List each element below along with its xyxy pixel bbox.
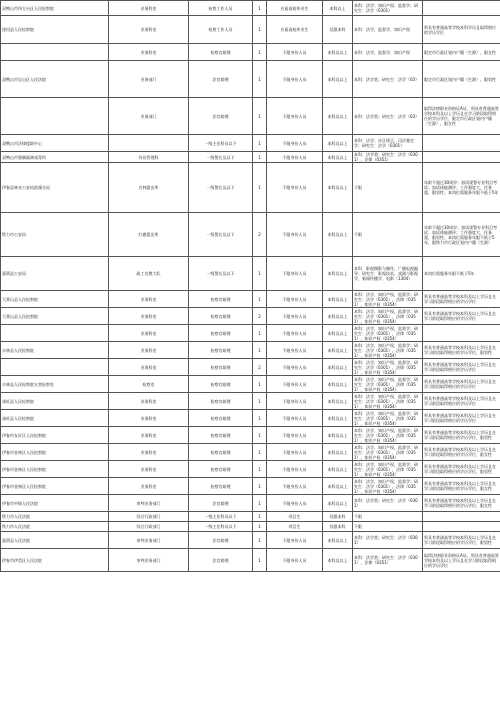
- cell-post: 检察官助理: [189, 376, 253, 393]
- cell-unit: 双鸭山市法律援助中心: [1, 135, 109, 152]
- table-row: [1, 308, 500, 325]
- cell-unit: 伊春市友好区人民检察院: [1, 427, 109, 444]
- table-row: [1, 98, 500, 135]
- cell-num: 1: [253, 1, 267, 16]
- cell-major: 本科：法学，知识产权，监督学；研究生：法学（0301），法律（0351），知识产权（0354）: [353, 427, 423, 444]
- cell-unit: 铁力市人民法院: [1, 512, 109, 522]
- cell-post: 检察官助理: [189, 359, 253, 376]
- cell-dept: 业务科室: [109, 478, 189, 495]
- cell-dept: 业务科室: [109, 291, 189, 308]
- cell-dept: 业务科室: [109, 444, 189, 461]
- cell-unit: 伊春市伊美区人民法院: [1, 549, 109, 572]
- cell-note: 限定市行政区划内户籍（生源），限男性: [423, 61, 500, 98]
- cell-unit: [1, 98, 109, 135]
- cell-edu: 本科及以上: [323, 427, 353, 444]
- cell-note: 须具有普通高等学校本科及以上学历且在学习阶段取得相应的学历学位: [423, 393, 500, 410]
- cell-note: 须具有普通高等学校本科及以上学历且在学习阶段取得相应的学历学位，限女性: [423, 478, 500, 495]
- cell-num: 1: [253, 512, 267, 522]
- cell-dept: [109, 135, 189, 152]
- cell-major: 本科：法学类；研究生：法学（0301），法律（0351）: [353, 549, 423, 572]
- cell-major: 本科：法学，知识产权，监督学；研究生：法学（0301），法律（0351），知识产权（0354）: [353, 376, 423, 393]
- cell-num: 1: [253, 532, 267, 549]
- cell-dept: 业务科室: [109, 16, 189, 44]
- table-row: [1, 16, 500, 44]
- cell-unit: 嘉荫县人民法院: [1, 532, 109, 549]
- cell-dept: 业务科室: [109, 325, 189, 342]
- cell-note: 取得法律职业资格证A证，须具有普通高等学校本科及以上学历且在学习阶段取得相应的学历学位，限定市行政区划内户籍（生源），限女性: [423, 98, 500, 135]
- cell-unit: 伊春县林业公安局滨溪分局: [1, 163, 109, 213]
- cell-target: 不限身份人员: [267, 213, 323, 257]
- cell-major: 本科：法学类；研究生：法学（0301）: [353, 495, 423, 512]
- cell-target: 不限身份人员: [267, 163, 323, 213]
- cell-edu: 本科及以上: [323, 257, 353, 291]
- cell-post: 一级警长及以下: [189, 213, 253, 257]
- table-row: [1, 325, 500, 342]
- cell-num: 1: [253, 478, 267, 495]
- cell-num: 1: [253, 135, 267, 152]
- cell-note: 须具有普通高等学校本科及以上学历且在学习阶段取得相应的学历学位，限男性: [423, 342, 500, 359]
- cell-note: 须具有普通高等学校本科及以上学历且在学习阶段取得相应的学历学位: [423, 376, 500, 393]
- cell-major: 本科：法学，知识产权，监督学；研究生：法学（0301），法律（0351），知识产权（0354）: [353, 342, 423, 359]
- cell-post: 检察官助理: [189, 325, 253, 342]
- cell-edu: 本科及以上: [323, 152, 353, 163]
- cell-edu: 本科以上: [323, 1, 353, 16]
- cell-post: 检察官助理: [189, 44, 253, 61]
- cell-post: 法官助理: [189, 61, 253, 98]
- cell-unit: 双鸭山市强制隔离戒毒所: [1, 152, 109, 163]
- cell-target: 不限身份人员: [267, 98, 323, 135]
- cell-unit: 嘉荫县公安局: [1, 257, 109, 291]
- cell-num: 2: [253, 213, 267, 257]
- cell-edu: 本科及以上: [323, 549, 353, 572]
- cell-edu: 本科及以上: [323, 98, 353, 135]
- cell-edu: 本科及以上: [323, 444, 353, 461]
- cell-post: 法官助理: [189, 532, 253, 549]
- cell-unit: 铁力市公安局: [1, 213, 109, 257]
- cell-edu: 本科及以上: [323, 532, 353, 549]
- cell-dept: 业务部门: [109, 61, 189, 98]
- table-row: [1, 393, 500, 410]
- cell-unit: 伊春市金林区人民检察院: [1, 478, 109, 495]
- cell-post: 一级警长及以下: [189, 152, 253, 163]
- cell-target: 不限身份人员: [267, 152, 323, 163]
- cell-edu: 本科及以上: [323, 495, 353, 512]
- cell-edu: 本科及以上: [323, 376, 353, 393]
- cell-note: [423, 135, 500, 152]
- cell-num: 1: [253, 152, 267, 163]
- cell-note: 须具有普通高等学校本科及以上学历且在学习阶段取得相应的学历学位，限女性: [423, 495, 500, 512]
- cell-num: 1: [253, 291, 267, 308]
- cell-unit: 伊春市金林区人民检察院: [1, 461, 109, 478]
- cell-note: 须具有普通高等学校本科及以上学历且在学习阶段取得相应的学历学位: [423, 291, 500, 308]
- table-row: [1, 359, 500, 376]
- cell-target: 不限身份人员: [267, 291, 323, 308]
- cell-edu: 本科及以上: [323, 44, 353, 61]
- cell-num: 1: [253, 16, 267, 44]
- cell-num: 1: [253, 444, 267, 461]
- cell-post: 检察官助理: [189, 291, 253, 308]
- cell-note: 须具有普通高等学校本科及以上学历且在学习阶段取得相应的学历学位: [423, 410, 500, 427]
- cell-target: 不限身份人员: [267, 135, 323, 152]
- cell-post: 法官助理: [189, 549, 253, 572]
- cell-unit: 伊春市中级人民法院: [1, 495, 109, 512]
- cell-unit: 大箐山县人民检察院: [1, 291, 109, 308]
- cell-target: 不限身份人员: [267, 359, 323, 376]
- cell-target: 项目生: [267, 512, 323, 522]
- cell-unit: 饶河县人民检察院: [1, 16, 109, 44]
- cell-edu: 本科及以上: [323, 135, 353, 152]
- cell-target: 不限身份人员: [267, 44, 323, 61]
- cell-target: 不限身份人员: [267, 461, 323, 478]
- cell-post: 法官助理: [189, 495, 253, 512]
- table-row: [1, 532, 500, 549]
- cell-num: 1: [253, 376, 267, 393]
- table-row: [1, 522, 500, 532]
- cell-major: 不限: [353, 512, 423, 522]
- cell-target: 项目生: [267, 522, 323, 532]
- cell-dept: 检察室: [109, 376, 189, 393]
- cell-post: 检察官助理: [189, 308, 253, 325]
- cell-note: 本岗位需服务年限不低于5年: [423, 257, 500, 291]
- cell-post: 检察工作人员: [189, 16, 253, 44]
- cell-edu: 仅限本科: [323, 16, 353, 44]
- cell-target: 不限身份人员: [267, 393, 323, 410]
- cell-major: 本科：法学，知识产权，监督学；研究生：法学（0301），法律（0351），知识产权（0354）: [353, 478, 423, 495]
- cell-dept: 业务科室: [109, 359, 189, 376]
- cell-dept: 业务科室: [109, 342, 189, 359]
- cell-unit: 双鸭山市四方台区人民检察院: [1, 1, 109, 16]
- cell-note: 取得法律职业资格证A证，须具有普通高等学校本科及以上学历且在学习阶段取得相应的学历学位: [423, 549, 500, 572]
- cell-num: 1: [253, 257, 267, 291]
- table-row: [1, 213, 500, 257]
- cell-edu: 本科及以上: [323, 325, 353, 342]
- cell-edu: 本科及以上: [323, 61, 353, 98]
- cell-dept: 业务科室: [109, 44, 189, 61]
- cell-unit: 汤旺县人民检察院: [1, 410, 109, 427]
- cell-major: 不限: [353, 163, 423, 213]
- cell-unit: 汤旺县人民检察院: [1, 393, 109, 410]
- cell-num: 1: [253, 393, 267, 410]
- cell-num: 1: [253, 44, 267, 61]
- cell-post: 检察官助理: [189, 410, 253, 427]
- cell-note: [423, 512, 500, 522]
- table-row: [1, 478, 500, 495]
- cell-post: 一级主任科员以下: [189, 512, 253, 522]
- table-row: [1, 512, 500, 522]
- cell-edu: 本科及以上: [323, 213, 353, 257]
- cell-note: 年龄不超过30周岁；加试现警专业科目考试；加试体能测评；工作强度大，任务重，限男性；本岗位需服务年限不低于5年: [423, 163, 500, 213]
- cell-note: 须具有普通高等学校本科及以上学历且在学习阶段取得相应的学历学位，限男性: [423, 461, 500, 478]
- cell-major: 本科：法学，知识产权，监督学；研究生：法学（0301），法律（0351），知识产权（0354）: [353, 444, 423, 461]
- cell-edu: 本科及以上: [323, 163, 353, 213]
- cell-major: 本科：法学；社区矫正，司法鉴定学；研究生：法学（0301）: [353, 135, 423, 152]
- cell-post: 一级警长及以下: [189, 163, 253, 213]
- table-row: [1, 152, 500, 163]
- table-row: [1, 61, 500, 98]
- table-row: [1, 376, 500, 393]
- cell-post: 检察官助理: [189, 342, 253, 359]
- cell-dept: 业务部门: [109, 98, 189, 135]
- cell-major: 本科：法学，知识产权，监督学；研究生：法学（0301），法律（0351），知识产权（0354）: [353, 291, 423, 308]
- cell-major: 本科：法学，知识产权，监督学；研究生：法学（0301），法律（0351），知识产权（0354）: [353, 359, 423, 376]
- cell-post: 法官助理: [189, 98, 253, 135]
- table-row: [1, 1, 500, 16]
- cell-note: 限定市行政区划内户籍（生源），限女性: [423, 44, 500, 61]
- cell-num: 1: [253, 325, 267, 342]
- cell-note: [423, 1, 500, 16]
- cell-target: 不限身份人员: [267, 257, 323, 291]
- cell-edu: 本科及以上: [323, 342, 353, 359]
- cell-unit: [1, 44, 109, 61]
- cell-unit: 伊春市金林区人民检察院: [1, 444, 109, 461]
- cell-major: 本科：法学类；研究生：法学（0301）: [353, 532, 423, 549]
- cell-target: 不限身份人员: [267, 308, 323, 325]
- cell-num: 1: [253, 522, 267, 532]
- cell-major: 本科：法学；知识产权；监督学；研究生：法学（0301）: [353, 1, 423, 16]
- cell-dept: 审判业务部门: [109, 495, 189, 512]
- cell-target: 不限身份人员: [267, 325, 323, 342]
- cell-num: 1: [253, 163, 267, 213]
- cell-dept: 审判业务部门: [109, 549, 189, 572]
- table-row: [1, 257, 500, 291]
- table-row: [1, 44, 500, 61]
- cell-dept: 业务科室: [109, 1, 189, 16]
- cell-note: 须具有普通高等学校本科及以上学历且在学习阶段取得相应的学历学位，限女性: [423, 444, 500, 461]
- cell-target: 不限身份人员: [267, 549, 323, 572]
- cell-post: 检察官助理: [189, 444, 253, 461]
- table-row: [1, 444, 500, 461]
- cell-dept: 业务科室: [109, 427, 189, 444]
- cell-edu: 本科及以上: [323, 461, 353, 478]
- cell-note: 须具有普通高等学校本科学历且取得相应的学历学位: [423, 16, 500, 44]
- cell-num: 1: [253, 98, 267, 135]
- cell-num: 1: [253, 410, 267, 427]
- cell-note: 须具有普通高等学校本科及以上学历且在学习阶段取得相应的学历学位，限男性: [423, 532, 500, 549]
- cell-post: 一级主任科员以下: [189, 135, 253, 152]
- cell-post: 检察官助理: [189, 461, 253, 478]
- table-row: [1, 427, 500, 444]
- cell-edu: 本科及以上: [323, 410, 353, 427]
- cell-edu: 仅限本科: [323, 522, 353, 532]
- cell-dept: 审判业务部门: [109, 532, 189, 549]
- cell-target: 应届高校毕业生: [267, 16, 323, 44]
- cell-target: 不限身份人员: [267, 410, 323, 427]
- cell-note: 须具有普通高等学校本科及以上学历且在学习阶段取得相应的学历学位: [423, 308, 500, 325]
- cell-target: 不限身份人员: [267, 444, 323, 461]
- cell-post: 检察官助理: [189, 393, 253, 410]
- cell-dept: 业务科室: [109, 393, 189, 410]
- cell-unit: 丰林县人民检察院五营检察室: [1, 376, 109, 393]
- cell-num: 1: [253, 427, 267, 444]
- cell-note: 须具有普通高等学校本科及以上学历且在学习阶段取得相应的学历学位: [423, 359, 500, 376]
- cell-major: 本科：法学类；研究生：法学（03）: [353, 61, 423, 98]
- table-row: [1, 291, 500, 308]
- cell-unit: [1, 359, 109, 376]
- cell-dept: 吉林派出所: [109, 163, 189, 213]
- table-row: [1, 461, 500, 478]
- cell-num: 1: [253, 342, 267, 359]
- cell-note: 须具有普通高等学校本科及以上学历且在学习阶段取得相应的学历学位，限男性: [423, 427, 500, 444]
- cell-major: 本科：法学类；研究生：法学（03）: [353, 98, 423, 135]
- cell-note: [423, 152, 500, 163]
- cell-num: 2: [253, 308, 267, 325]
- cell-post: 一级主任科员以下: [189, 522, 253, 532]
- cell-edu: 本科及以上: [323, 308, 353, 325]
- table-row: [1, 410, 500, 427]
- table-row: [1, 163, 500, 213]
- cell-num: 1: [253, 495, 267, 512]
- cell-target: 不限身份人员: [267, 532, 323, 549]
- cell-dept: 红旗派出所: [109, 213, 189, 257]
- cell-dept: 政工宣教大队: [109, 257, 189, 291]
- cell-unit: [1, 325, 109, 342]
- cell-target: 不限身份人员: [267, 495, 323, 512]
- cell-dept: 外设管理科: [109, 152, 189, 163]
- cell-post: 检察官助理: [189, 478, 253, 495]
- cell-major: 本科：法学，知识产权，监督学；研究生：法学（0301），法律（0351），知识产权（0354）: [353, 325, 423, 342]
- table-body: [1, 1, 500, 572]
- cell-major: 不限: [353, 213, 423, 257]
- cell-major: 本科：法学，监督学，知识产权: [353, 16, 423, 44]
- cell-unit: 双鸭山市宝山区人民法院: [1, 61, 109, 98]
- cell-edu: 本科及以上: [323, 393, 353, 410]
- cell-major: 不限: [353, 522, 423, 532]
- cell-note: [423, 325, 500, 342]
- cell-dept: 业务科室: [109, 410, 189, 427]
- cell-target: 不限身份人员: [267, 342, 323, 359]
- table-row: [1, 342, 500, 359]
- cell-dept: 业务科室: [109, 308, 189, 325]
- cell-major: 本科：法学类；研究生：法学（0301），法律（0351）: [353, 152, 423, 163]
- cell-target: 应届高校毕业生: [267, 1, 323, 16]
- cell-post: 检察官助理: [189, 427, 253, 444]
- cell-major: 本科：法学，知识产权，监督学；研究生：法学（0301），法律（0351），知识产权（0354）: [353, 393, 423, 410]
- cell-post: 一级警长及以下: [189, 257, 253, 291]
- cell-num: 1: [253, 461, 267, 478]
- cell-target: 不限身份人员: [267, 427, 323, 444]
- table-row: [1, 135, 500, 152]
- cell-major: 本科：法学，知识产权，监督学；研究生：法学（0301），法律（0351），知识产权（0354）: [353, 308, 423, 325]
- cell-edu: 本科及以上: [323, 478, 353, 495]
- cell-edu: 仅限本科: [323, 512, 353, 522]
- cell-unit: 铁力市人民法院: [1, 522, 109, 532]
- cell-target: 不限身份人员: [267, 61, 323, 98]
- cell-dept: 综合行政部门: [109, 512, 189, 522]
- cell-target: 不限身份人员: [267, 478, 323, 495]
- cell-major: 本科：法学，知识产权，监督学；研究生：法学（0301），法律（0351），知识产权（0354）: [353, 461, 423, 478]
- cell-note: 年龄不超过30周岁；加试现警专业科目考试；加试体能测评；工作强度大，任务重，限男性；本岗位需服务年限不低于5年，限铁力市行政区划内户籍（生源）: [423, 213, 500, 257]
- cell-major: 本科：法学，知识产权，监督学；研究生：法学（0301），法律（0351），知识产权（0354）: [353, 410, 423, 427]
- table-row: [1, 495, 500, 512]
- cell-edu: 本科及以上: [323, 291, 353, 308]
- cell-major: 本科：法学，监督学，知识产权: [353, 44, 423, 61]
- cell-note: [423, 522, 500, 532]
- cell-major: 本科：影视摄影与制作，广播电视编导；研究生：影视技术，戏剧与影视学，新闻传播学，电影（1304）: [353, 257, 423, 291]
- cell-num: 1: [253, 549, 267, 572]
- cell-post: 检察工作人员: [189, 1, 253, 16]
- table-row: [1, 549, 500, 572]
- cell-dept: 业务科室: [109, 461, 189, 478]
- cell-target: 不限身份人员: [267, 376, 323, 393]
- cell-num: 2: [253, 359, 267, 376]
- cell-unit: 丰林县人民检察院: [1, 342, 109, 359]
- cell-unit: 大箐山县人民检察院: [1, 308, 109, 325]
- cell-edu: 本科及以上: [323, 359, 353, 376]
- cell-dept: 综合行政部门: [109, 522, 189, 532]
- cell-num: 1: [253, 61, 267, 98]
